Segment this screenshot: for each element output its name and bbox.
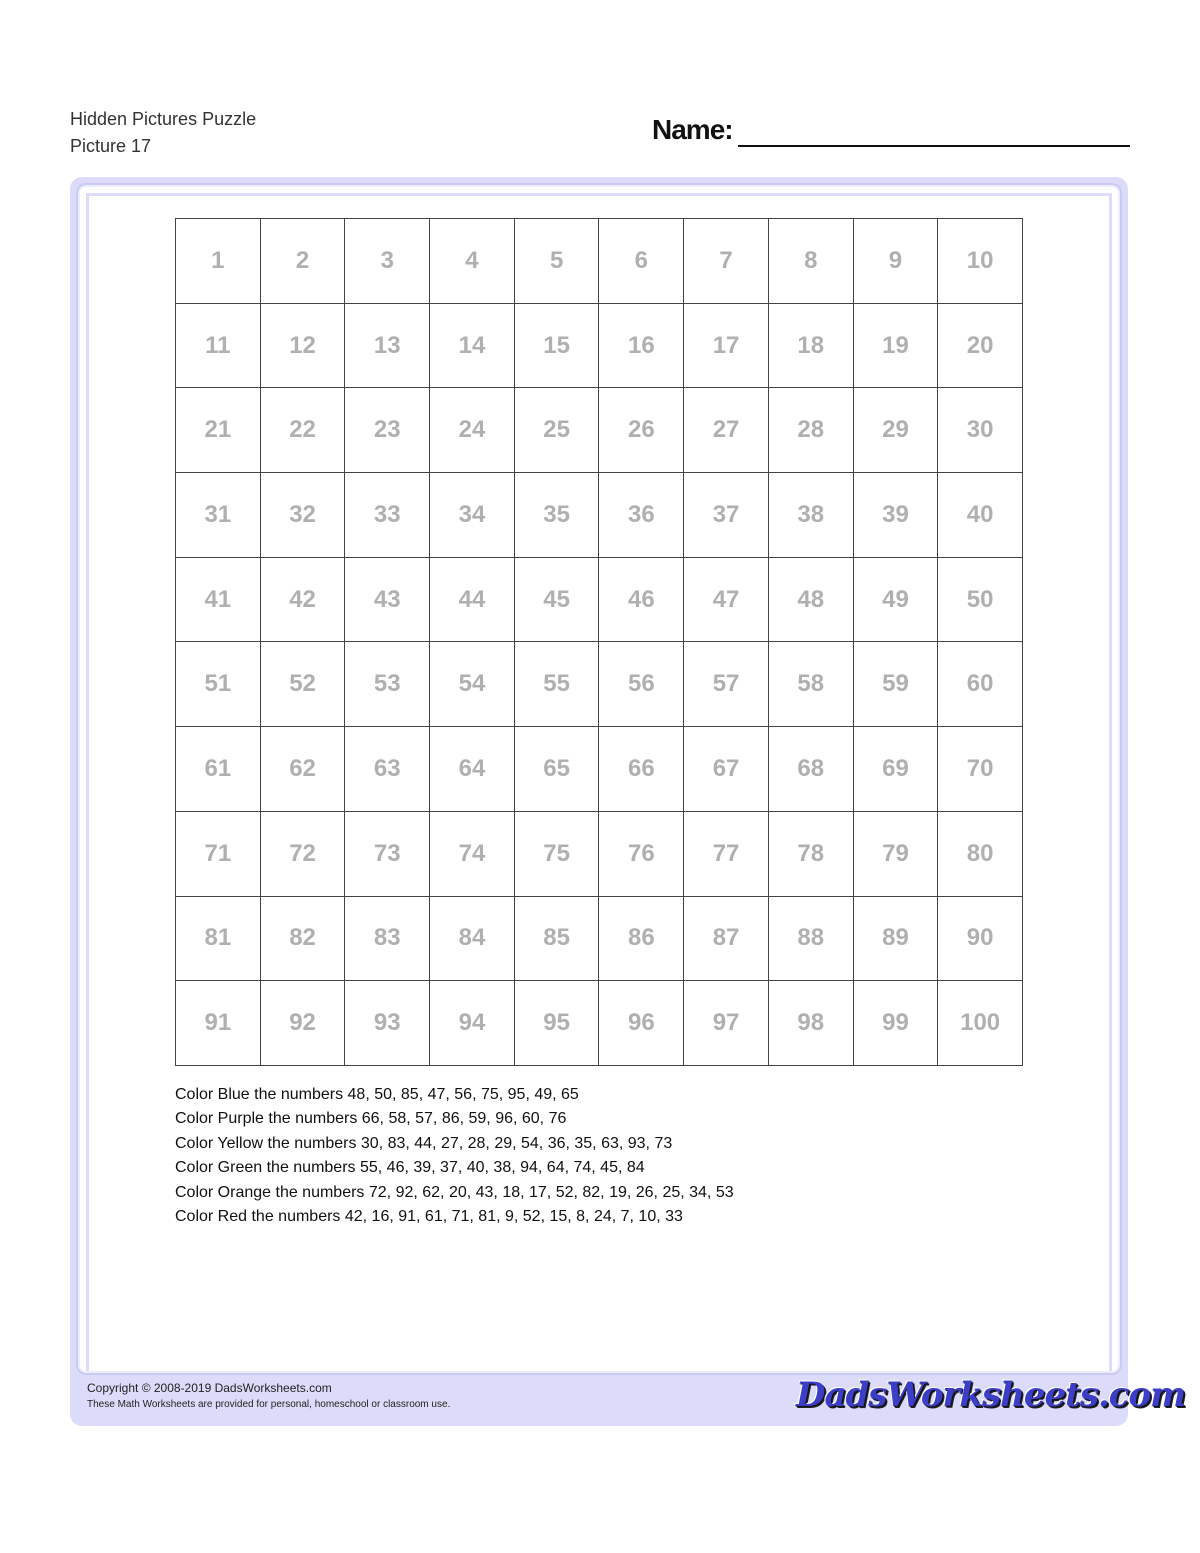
grid-cell: 12 (261, 304, 346, 389)
grid-cell: 45 (515, 558, 600, 643)
grid-cell: 30 (938, 388, 1023, 473)
grid-cell: 99 (854, 981, 939, 1066)
grid-cell: 22 (261, 388, 346, 473)
grid-cell: 29 (854, 388, 939, 473)
grid-cell: 93 (345, 981, 430, 1066)
grid-cell: 8 (769, 219, 854, 304)
grid-cell: 83 (345, 897, 430, 982)
grid-cell: 36 (599, 473, 684, 558)
grid-cell: 19 (854, 304, 939, 389)
grid-cell: 80 (938, 812, 1023, 897)
grid-cell: 69 (854, 727, 939, 812)
grid-cell: 92 (261, 981, 346, 1066)
instructions (175, 1083, 734, 1229)
grid-cell: 55 (515, 642, 600, 727)
grid-cell: 60 (938, 642, 1023, 727)
worksheet-title: Hidden Pictures Puzzle (70, 109, 257, 129)
grid-cell: 87 (684, 897, 769, 982)
grid-cell: 18 (769, 304, 854, 389)
grid-cell: 91 (176, 981, 261, 1066)
grid-cell: 2 (261, 219, 346, 304)
grid-cell: 85 (515, 897, 600, 982)
name-label: Name: (652, 114, 733, 145)
worksheet-subtitle: Picture 17 (70, 136, 152, 156)
grid-cell: 31 (176, 473, 261, 558)
grid-cell: 41 (176, 558, 261, 643)
grid-cell: 64 (430, 727, 515, 812)
grid-cell: 9 (854, 219, 939, 304)
grid-cell: 48 (769, 558, 854, 643)
grid-cell: 27 (684, 388, 769, 473)
grid-cell: 52 (261, 642, 346, 727)
grid-cell: 11 (176, 304, 261, 389)
grid-cell: 3 (345, 219, 430, 304)
grid-cell: 100 (938, 981, 1023, 1066)
grid-cell: 71 (176, 812, 261, 897)
grid-cell: 72 (261, 812, 346, 897)
grid-cell: 47 (684, 558, 769, 643)
grid-cell: 98 (769, 981, 854, 1066)
grid-cell: 94 (430, 981, 515, 1066)
grid-cell: 78 (769, 812, 854, 897)
grid-cell: 33 (345, 473, 430, 558)
instruction-line: Color Green the numbers 55, 46, 39, 37, 40, 38, 94, 64, 74, 45, 84 (175, 1159, 645, 1177)
grid-cell: 68 (769, 727, 854, 812)
hundred-chart-grid (175, 218, 1023, 1066)
grid-cell: 21 (176, 388, 261, 473)
grid-cell: 84 (430, 897, 515, 982)
grid-cell: 75 (515, 812, 600, 897)
grid-cell: 38 (769, 473, 854, 558)
grid-cell: 57 (684, 642, 769, 727)
grid-cell: 37 (684, 473, 769, 558)
grid-cell: 10 (938, 219, 1023, 304)
grid-cell: 65 (515, 727, 600, 812)
grid-cell: 90 (938, 897, 1023, 982)
usage-note: These Math Worksheets are provided for personal, homeschool or classroom use. (87, 1399, 451, 1410)
grid-cell: 89 (854, 897, 939, 982)
grid-cell: 88 (769, 897, 854, 982)
site-logo: DadsWorksheets.com (796, 1375, 1186, 1415)
grid-cell: 50 (938, 558, 1023, 643)
grid-cell: 28 (769, 388, 854, 473)
grid-cell: 16 (599, 304, 684, 389)
copyright-text: Copyright © 2008-2019 DadsWorksheets.com (87, 1381, 332, 1395)
grid-cell: 81 (176, 897, 261, 982)
name-field (652, 114, 1130, 150)
grid-cell: 4 (430, 219, 515, 304)
grid-cell: 77 (684, 812, 769, 897)
grid-cell: 32 (261, 473, 346, 558)
grid-cell: 1 (176, 219, 261, 304)
grid-cell: 49 (854, 558, 939, 643)
grid-cell: 23 (345, 388, 430, 473)
grid-cell: 51 (176, 642, 261, 727)
grid-cell: 15 (515, 304, 600, 389)
grid-cell: 25 (515, 388, 600, 473)
grid-cell: 24 (430, 388, 515, 473)
grid-cell: 61 (176, 727, 261, 812)
grid-cell: 82 (261, 897, 346, 982)
grid-cell: 79 (854, 812, 939, 897)
instruction-line: Color Yellow the numbers 30, 83, 44, 27, 28, 29, 54, 36, 35, 63, 93, 73 (175, 1134, 673, 1152)
grid-cell: 74 (430, 812, 515, 897)
grid-cell: 5 (515, 219, 600, 304)
grid-cell: 59 (854, 642, 939, 727)
grid-cell: 54 (430, 642, 515, 727)
grid-cell: 20 (938, 304, 1023, 389)
grid-cell: 14 (430, 304, 515, 389)
grid-cell: 43 (345, 558, 430, 643)
grid-cell: 17 (684, 304, 769, 389)
grid-cell: 56 (599, 642, 684, 727)
grid-cell: 46 (599, 558, 684, 643)
footer (87, 1381, 450, 1410)
grid-cell: 67 (684, 727, 769, 812)
grid-cell: 62 (261, 727, 346, 812)
grid-cell: 40 (938, 473, 1023, 558)
grid-cell: 44 (430, 558, 515, 643)
grid-cell: 26 (599, 388, 684, 473)
grid-cell: 76 (599, 812, 684, 897)
instruction-line: Color Orange the numbers 72, 92, 62, 20, 43, 18, 17, 52, 82, 19, 26, 25, 34, 53 (175, 1183, 734, 1201)
instruction-line: Color Purple the numbers 66, 58, 57, 86, 59, 96, 60, 76 (175, 1110, 567, 1128)
grid-cell: 13 (345, 304, 430, 389)
grid-cell: 70 (938, 727, 1023, 812)
name-line (738, 145, 1130, 147)
grid-cell: 7 (684, 219, 769, 304)
grid-cell: 39 (854, 473, 939, 558)
grid-cell: 97 (684, 981, 769, 1066)
grid-cell: 96 (599, 981, 684, 1066)
instruction-line: Color Red the numbers 42, 16, 91, 61, 71, 81, 9, 52, 15, 8, 24, 7, 10, 33 (175, 1207, 683, 1225)
grid-cell: 34 (430, 473, 515, 558)
grid-cell: 42 (261, 558, 346, 643)
grid-cell: 63 (345, 727, 430, 812)
grid-cell: 53 (345, 642, 430, 727)
grid-cell: 35 (515, 473, 600, 558)
grid-cell: 86 (599, 897, 684, 982)
grid-cell: 58 (769, 642, 854, 727)
grid-cell: 95 (515, 981, 600, 1066)
grid-cell: 73 (345, 812, 430, 897)
grid-cell: 66 (599, 727, 684, 812)
instruction-line: Color Blue the numbers 48, 50, 85, 47, 56, 75, 95, 49, 65 (175, 1086, 579, 1103)
grid-cell: 6 (599, 219, 684, 304)
